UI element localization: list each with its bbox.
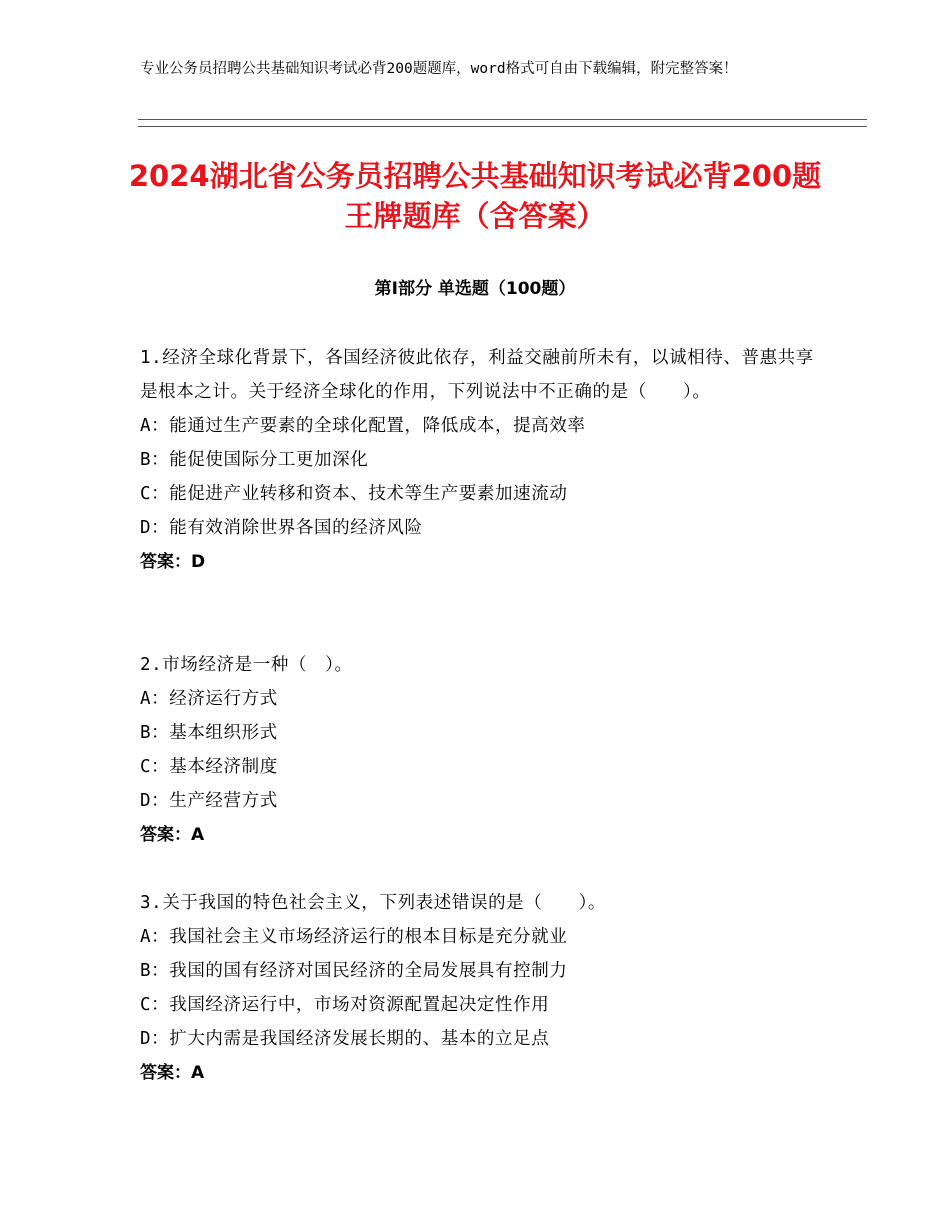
answer-line: 答案：A: [140, 825, 205, 845]
document-title: 2024湖北省公务员招聘公共基础知识考试必背200题王牌题库（含答案）: [128, 159, 822, 233]
header-divider: [138, 119, 867, 127]
option-d: D：扩大内需是我国经济发展长期的、基本的立足点: [140, 1029, 550, 1049]
option-b: B：基本组织形式: [140, 723, 278, 743]
option-d: D：生产经营方式: [140, 791, 278, 811]
question-stem: 3.关于我国的特色社会主义，下列表述错误的是（ ）。: [140, 893, 607, 913]
question-1: [140, 341, 820, 579]
option-c: C：我国经济运行中，市场对资源配置起决定性作用: [140, 995, 550, 1015]
option-b: B：能促使国际分工更加深化: [140, 450, 369, 470]
section-heading: 第Ⅰ部分 单选题（100题）: [374, 279, 576, 299]
option-d: D：能有效消除世界各国的经济风险: [140, 518, 423, 538]
option-a: A：经济运行方式: [140, 689, 278, 709]
option-a: A：能通过生产要素的全球化配置，降低成本，提高效率: [140, 416, 586, 436]
option-c: C：基本经济制度: [140, 757, 278, 777]
question-3: [140, 886, 820, 1090]
question-stem: 1.经济全球化背景下，各国经济彼此依存，利益交融前所未有，以诚相待、普惠共享是根本之计。关于经济全球化的作用，下列说法中不正确的是（ ）。: [140, 348, 814, 402]
option-b: B：我国的国有经济对国民经济的全局发展具有控制力: [140, 961, 568, 981]
answer-line: 答案：A: [140, 1063, 205, 1083]
header-note: 专业公务员招聘公共基础知识考试必背200题题库，word格式可自由下载编辑，附完整答案！: [140, 61, 738, 77]
option-a: A：我国社会主义市场经济运行的根本目标是充分就业: [140, 927, 568, 947]
question-stem: 2.市场经济是一种（ ）。: [140, 655, 353, 675]
option-c: C：能促进产业转移和资本、技术等生产要素加速流动: [140, 484, 568, 504]
answer-line: 答案：D: [140, 552, 206, 572]
question-2: [140, 648, 820, 852]
